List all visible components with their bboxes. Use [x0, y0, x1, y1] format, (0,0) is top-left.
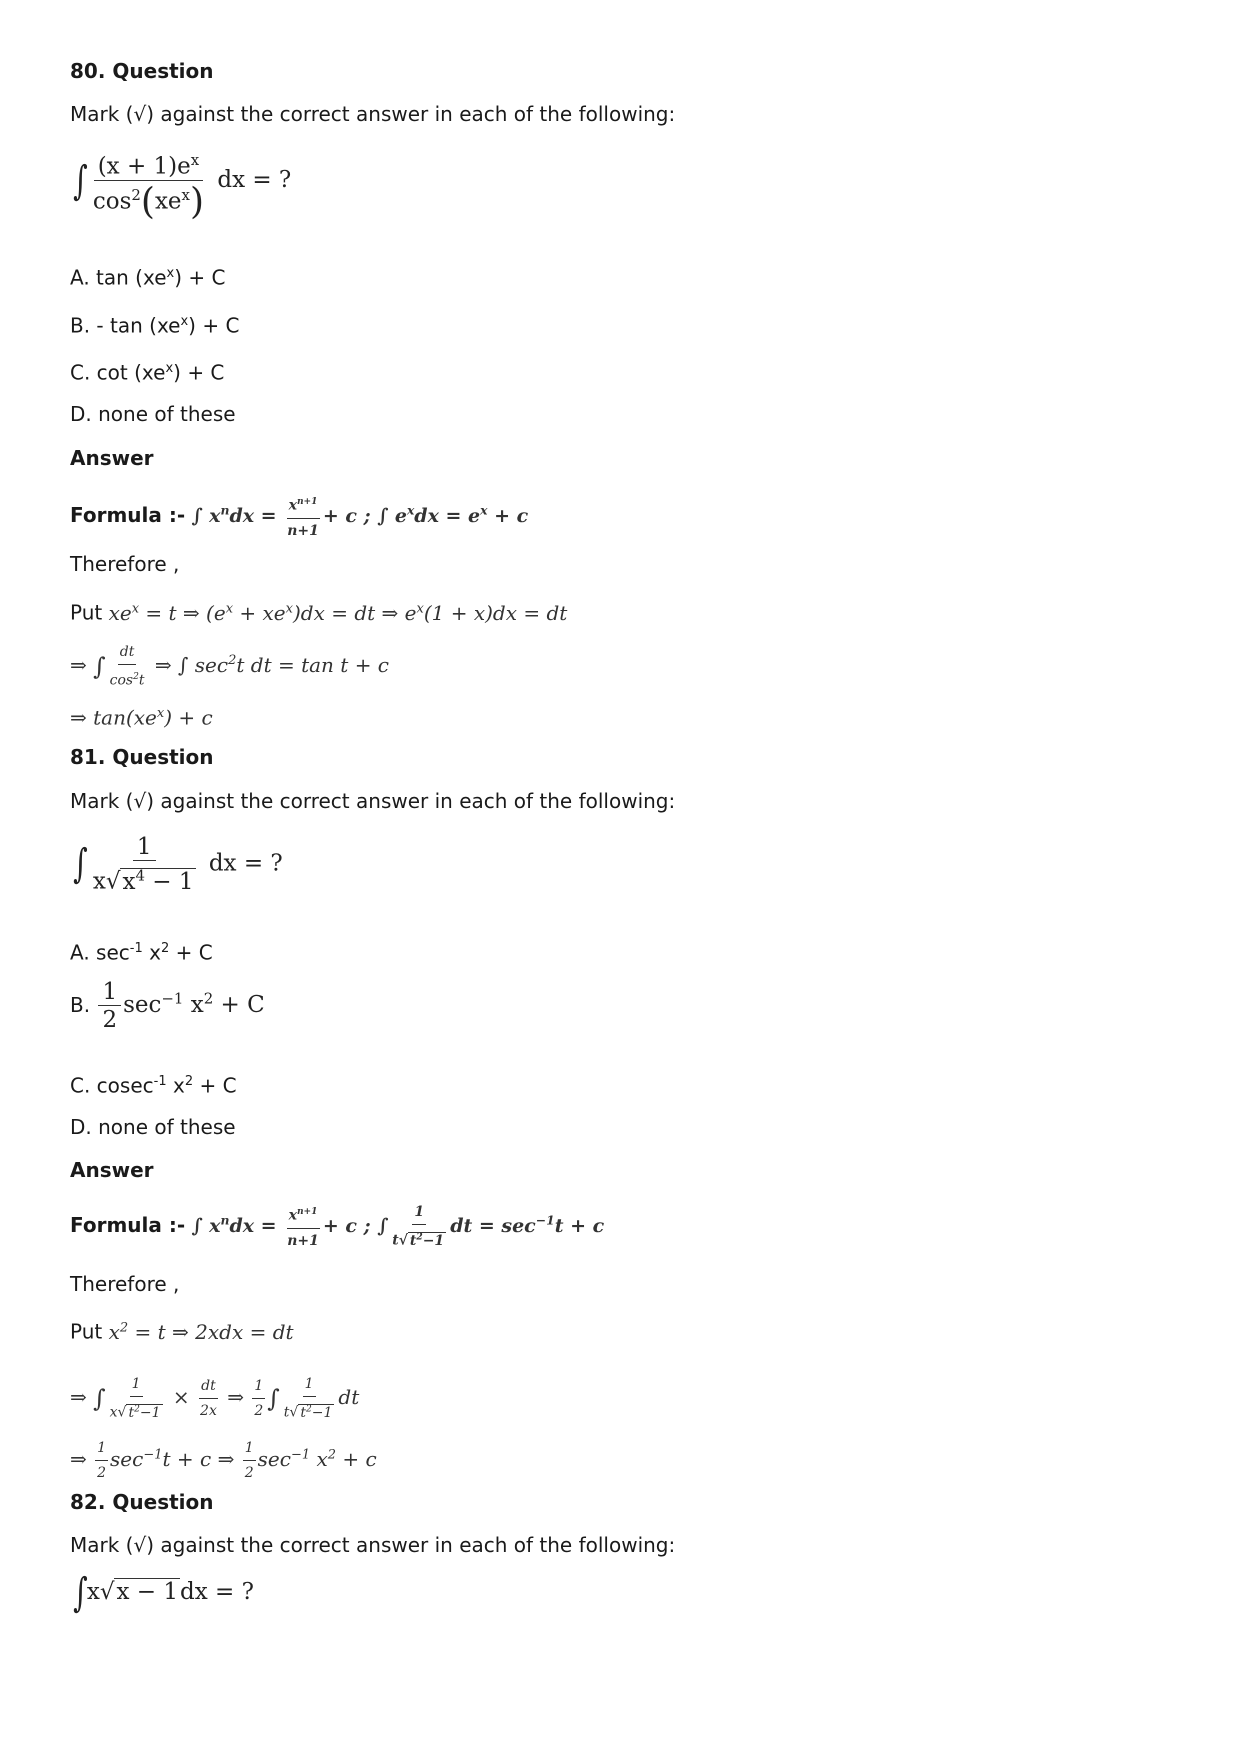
option-c[interactable]: C. $\cot (xe^x) + C$ [70, 360, 225, 385]
therefore-text: Therefore , [70, 552, 180, 576]
option-b[interactable]: B. - $\tan (xe^x) + C$ [70, 313, 240, 338]
option-d[interactable]: D. none of these [70, 402, 236, 426]
answer-label: Answer [70, 446, 154, 470]
option-a[interactable]: A. $\tan (xe^x) + C$ [70, 265, 226, 290]
option-d[interactable]: D. none of these [70, 1115, 236, 1139]
formula-line: Formula :- ∫ $x^ndx$ = $\frac{x^{n+1}}{n+1}$ + c ; ∫ $\frac{1}{t√ t^2-1}$ dt = $\sec^{-1}t + c$ [70, 1200, 604, 1253]
therefore-text: Therefore , [70, 1272, 180, 1296]
substitution-line: Put $x^2 = t$ ⇒ 2xdx = dt [70, 1319, 294, 1344]
question-82-integral: ∫x√x − 1dx = ? [73, 1570, 254, 1616]
question-81-instruction: Mark (√) against the correct answer in each of the following: [70, 789, 676, 813]
answer-label: Answer [70, 1158, 154, 1182]
step-line-1: ⇒ ∫ $\frac{1}{x√ t^2-1}$ × $\frac{dt}{2x}$ ⇒ $\frac{1}{2}$ ∫ $\frac{1}{t√ t^2-1}$ dt [70, 1372, 359, 1425]
question-82-heading: 82. Question [70, 1490, 214, 1514]
question-80-heading: 80. Question [70, 59, 214, 83]
substitution-line: Put $xe^x = t$ ⇒ $(e^x + xe^x)dx$ = dt ⇒ $e^x(1 + x)dx$ = dt [70, 600, 568, 625]
option-b[interactable]: B. $\frac{1}{2}$ $\sec^{-1} x^2 + C$ [70, 979, 265, 1033]
step-line-2: ⇒ $\tan(xe^x) + c$ [70, 705, 213, 730]
question-81-heading: 81. Question [70, 745, 214, 769]
option-c[interactable]: C. cosec$^{-1}$ $x^2 + C$ [70, 1073, 237, 1098]
option-a[interactable]: A. $\sec^{-1} x^2 + C$ [70, 940, 213, 965]
question-81-integral: ∫ $\frac{1}{x√x^4 - 1}$ dx = ? [73, 834, 283, 895]
formula-line: Formula :- ∫ $x^ndx$ = $\frac{x^{n+1}}{n+1}$ + c ; ∫ $e^xdx = e^x + c$ [70, 490, 528, 543]
question-82-instruction: Mark (√) against the correct answer in each of the following: [70, 1533, 676, 1557]
step-line-1: ⇒ ∫ $\frac{dt}{\cos^2t}$ ⇒ ∫ $\sec^2t$ dt = tan t + c [70, 640, 389, 693]
step-line-2: ⇒ $\frac{1}{2}$ $\sec^{-1}t + c$ ⇒ $\frac{1}{2}$ $\sec^{-1} x^2 + c$ [70, 1436, 377, 1485]
question-80-integral: ∫ $\frac{(x + 1)e^x}{\cos^2(xe^x)}$ dx = ? [70, 148, 291, 214]
question-80-instruction: Mark (√) against the correct answer in each of the following: [70, 102, 676, 126]
